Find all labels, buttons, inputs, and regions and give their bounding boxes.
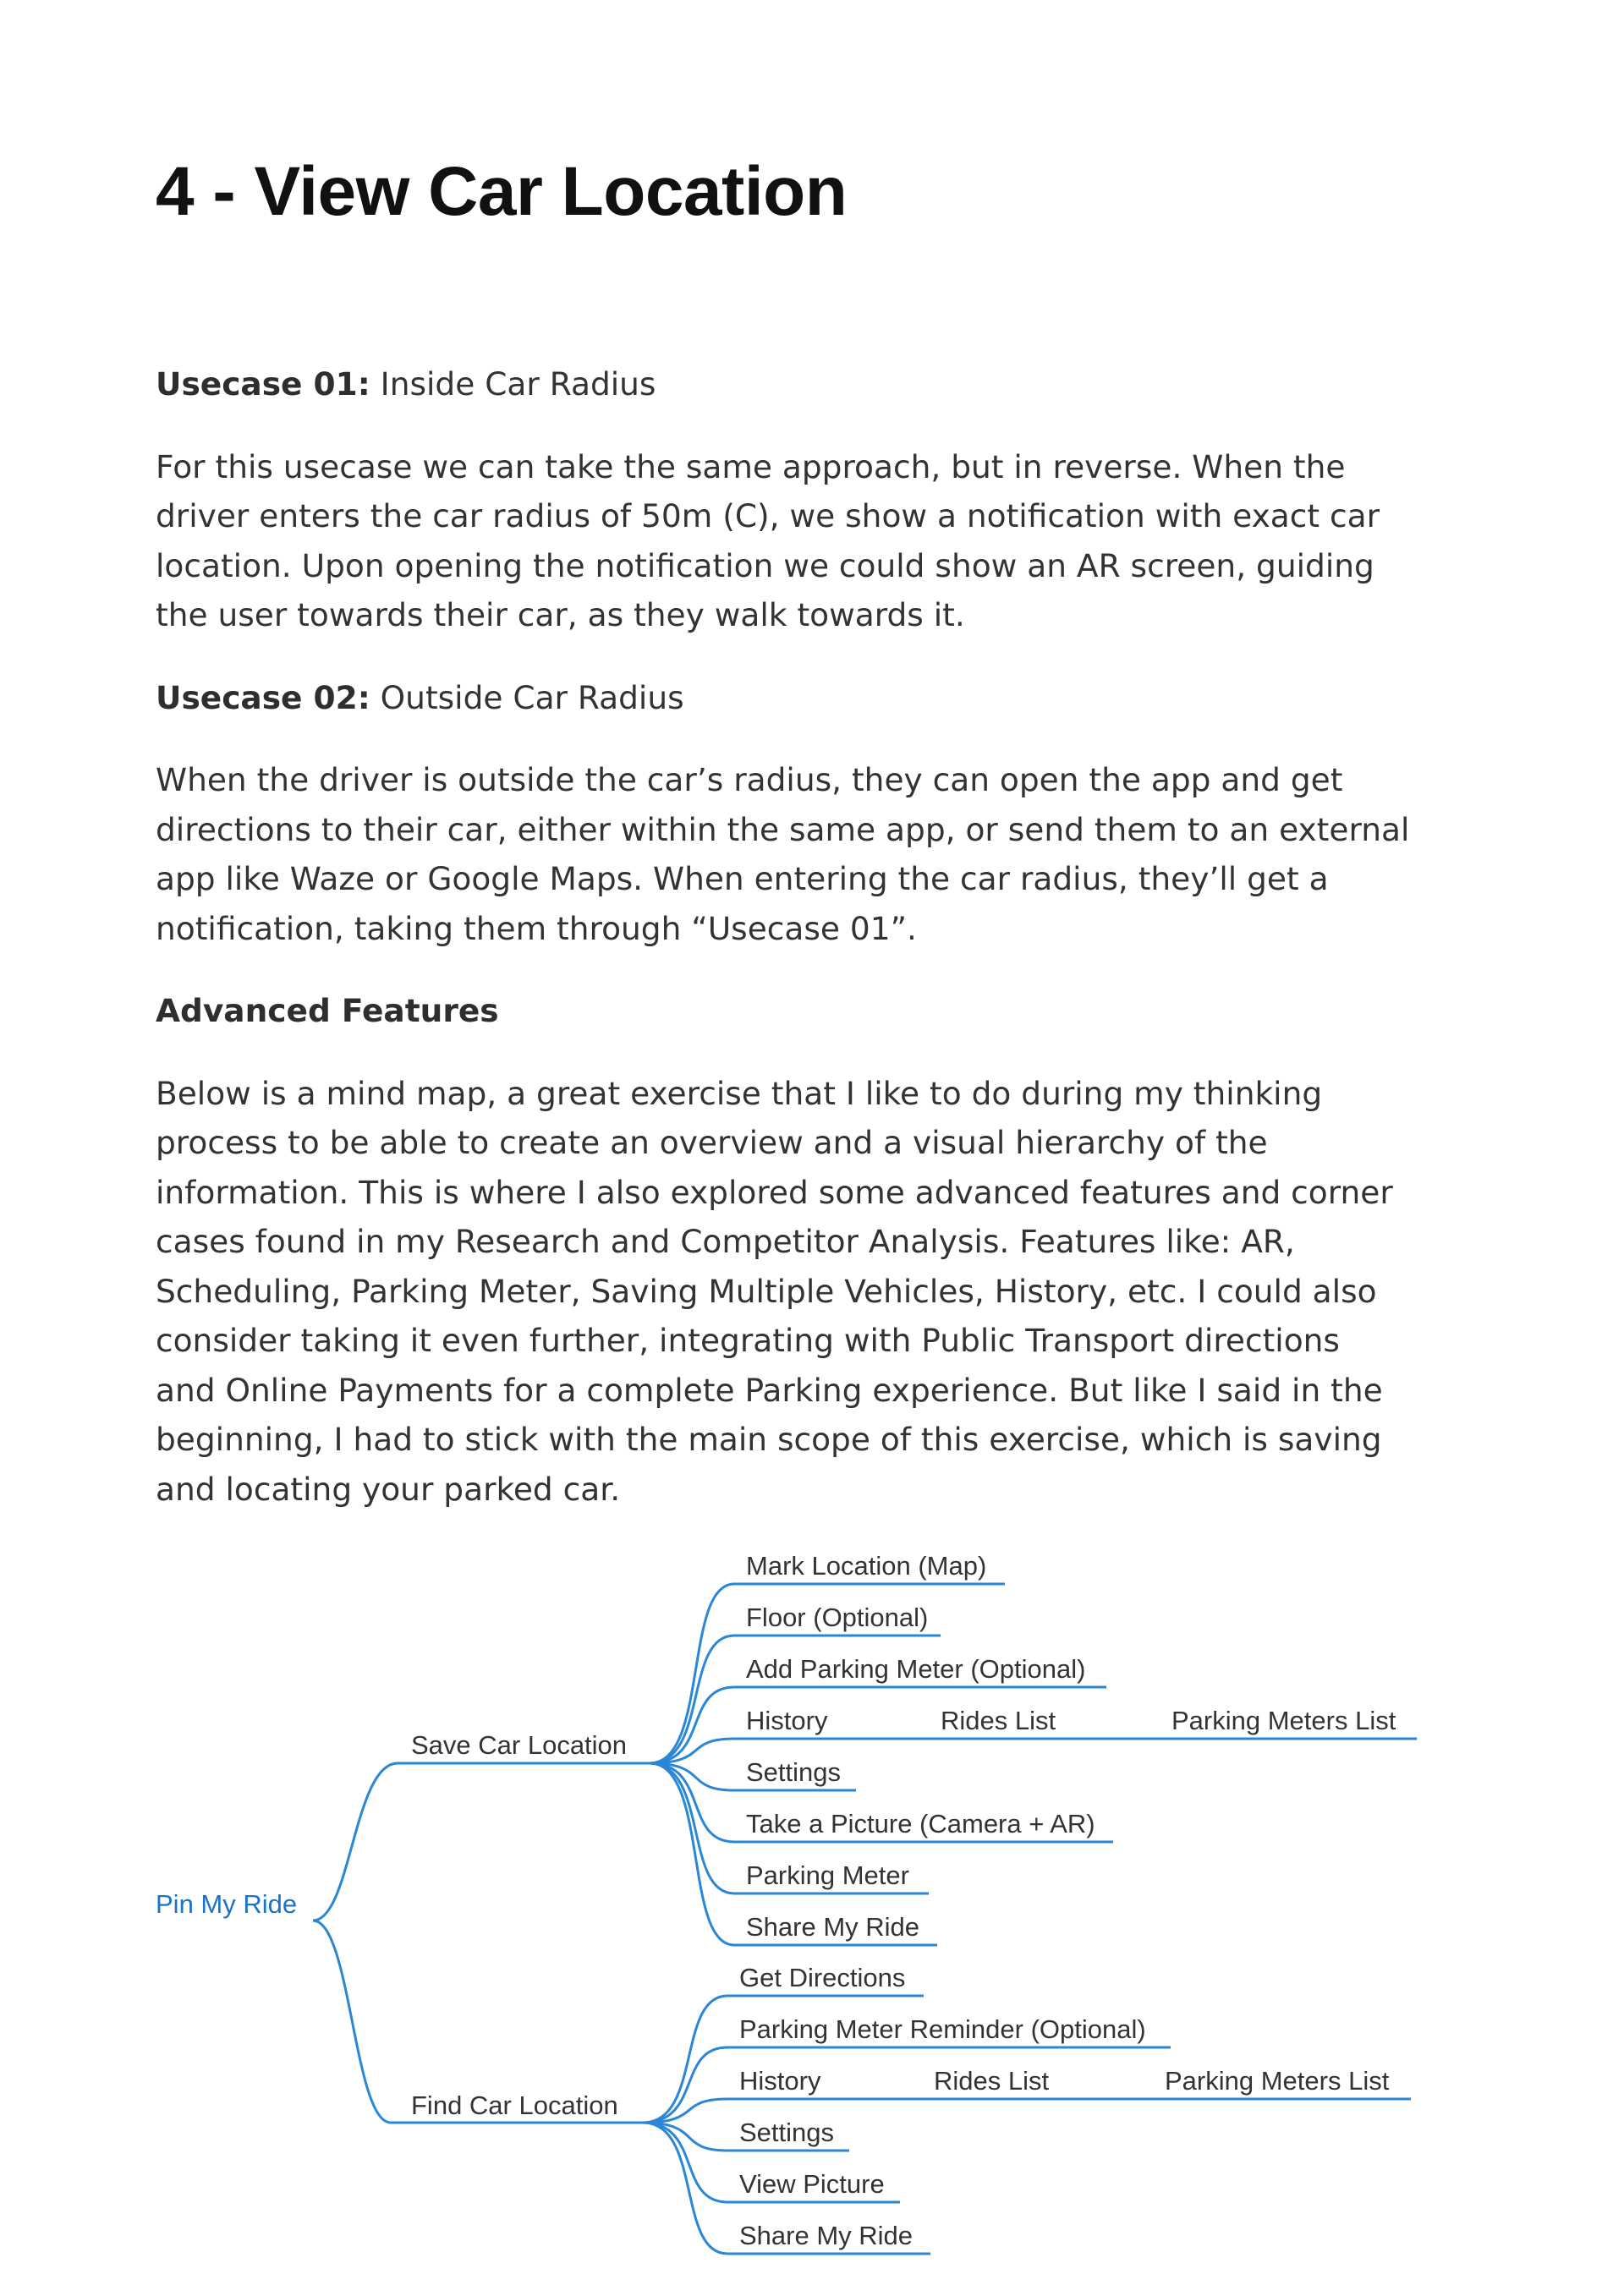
mindmap-node: Share My Ride bbox=[746, 1912, 920, 1942]
usecase-01-label: Usecase 01: bbox=[156, 365, 370, 403]
mindmap-edge-save-child bbox=[650, 1763, 856, 1790]
mindmap-node: Settings bbox=[739, 2118, 835, 2147]
mindmap-edge-find-child bbox=[643, 2123, 900, 2202]
usecase-01-title: Inside Car Radius bbox=[370, 365, 656, 403]
page-title: 4 - View Car Location bbox=[156, 153, 848, 230]
usecase-02-heading bbox=[156, 673, 1475, 723]
paragraph-line: consider taking it even further, integrating with Public Transport directions bbox=[156, 1322, 1340, 1359]
paragraph-line: process to be able to create an overview and a visual hierarchy of the bbox=[156, 1124, 1268, 1161]
paragraph-line: beginning, I had to stick with the main scope of this exercise, which is saving bbox=[156, 1421, 1382, 1458]
mindmap-edge-save-child bbox=[650, 1763, 937, 1945]
paragraph-line: the user towards their car, as they walk towards it. bbox=[156, 596, 965, 633]
paragraph-line: For this usecase we can take the same approach, but in reverse. When the bbox=[156, 447, 1346, 485]
mindmap-node: History bbox=[746, 1706, 828, 1735]
mindmap-node: Floor (Optional) bbox=[746, 1603, 929, 1632]
mindmap-branch-save: Save Car Location bbox=[411, 1730, 628, 1760]
paragraph-line: and Online Payments for a complete Parking experience. But like I said in the bbox=[156, 1371, 1383, 1409]
usecase-02-label: Usecase 02: bbox=[156, 678, 370, 716]
usecase-02-paragraph bbox=[156, 755, 1475, 953]
paragraph-line: app like Waze or Google Maps. When entering the car radius, they’ll get a bbox=[156, 860, 1329, 897]
mindmap-edge-save-child bbox=[650, 1636, 941, 1763]
paragraph-line: notification, taking them through “Usecase 01”. bbox=[156, 909, 917, 947]
paragraph-line: information. This is where I also explored some advanced features and corner bbox=[156, 1173, 1393, 1211]
mindmap-edge-find-child bbox=[643, 2123, 849, 2151]
mindmap-node: Parking Meters List bbox=[1165, 2066, 1390, 2096]
paragraph-line: and locating your parked car. bbox=[156, 1470, 621, 1508]
mindmap-node: Rides List bbox=[941, 1706, 1056, 1735]
mindmap-node: Take a Picture (Camera + AR) bbox=[746, 1809, 1095, 1838]
advanced-features-heading bbox=[156, 986, 1475, 1036]
mindmap-node: Parking Meters List bbox=[1171, 1706, 1396, 1735]
mindmap-node: History bbox=[739, 2066, 821, 2096]
mindmap-edge-root-find bbox=[313, 1921, 643, 2123]
mindmap-node: Settings bbox=[746, 1757, 842, 1787]
mindmap-node: Mark Location (Map) bbox=[746, 1551, 987, 1581]
mindmap-edge-find-child bbox=[643, 2099, 1411, 2123]
mindmap-edge-save-child bbox=[650, 1687, 1106, 1763]
mindmap-node: Parking Meter Reminder (Optional) bbox=[739, 2014, 1146, 2044]
mindmap-node: Parking Meter bbox=[746, 1860, 909, 1890]
mindmap-node: Rides List bbox=[934, 2066, 1050, 2096]
advanced-features-paragraph bbox=[156, 1069, 1475, 1515]
mindmap-edge-save-child bbox=[650, 1763, 1113, 1842]
mindmap-edge-root-save bbox=[313, 1763, 650, 1921]
mindmap-edge-find-child bbox=[643, 2047, 1171, 2123]
mindmap-edge-find-child bbox=[643, 1996, 924, 2123]
mindmap-node: View Picture bbox=[739, 2169, 885, 2199]
paragraph-line: When the driver is outside the car’s radius, they can open the app and get bbox=[156, 761, 1343, 798]
mindmap-root-label: Pin My Ride bbox=[156, 1889, 298, 1919]
paragraph-line: driver enters the car radius of 50m (C), we show a notification with exact car bbox=[156, 497, 1380, 534]
mindmap-branch-find: Find Car Location bbox=[411, 2091, 618, 2120]
mindmap-node: Share My Ride bbox=[739, 2221, 914, 2250]
mindmap-edge-save-child bbox=[650, 1739, 1417, 1763]
usecase-01-heading bbox=[156, 359, 1475, 409]
mindmap-edge-find-child bbox=[643, 2123, 930, 2254]
paragraph-line: cases found in my Research and Competitor Analysis. Features like: AR, bbox=[156, 1223, 1295, 1260]
mindmap-edge-save-child bbox=[650, 1763, 929, 1893]
advanced-features-label: Advanced Features bbox=[156, 992, 499, 1029]
mindmap-node: Add Parking Meter (Optional) bbox=[746, 1654, 1086, 1684]
usecase-02-title: Outside Car Radius bbox=[370, 678, 684, 716]
mindmap-node: Get Directions bbox=[739, 1963, 906, 1992]
usecase-01-paragraph bbox=[156, 442, 1475, 640]
paragraph-line: location. Upon opening the notification we could show an AR screen, guiding bbox=[156, 546, 1374, 584]
paragraph-line: Scheduling, Parking Meter, Saving Multiple Vehicles, History, etc. I could also bbox=[156, 1272, 1377, 1310]
document-body bbox=[156, 359, 1475, 1514]
paragraph-line: Below is a mind map, a great exercise that I like to do during my thinking bbox=[156, 1074, 1323, 1112]
paragraph-line: directions to their car, either within the same app, or send them to an external bbox=[156, 810, 1410, 848]
mindmap-edge-save-child bbox=[650, 1584, 1005, 1763]
